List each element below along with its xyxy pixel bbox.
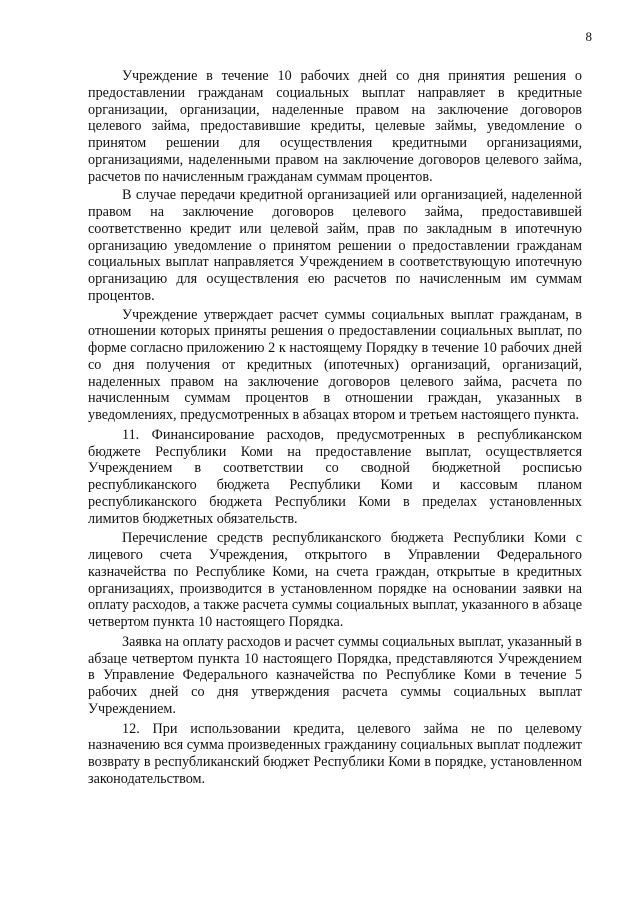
page-number: 8 xyxy=(585,29,592,44)
paragraph-payment-request: Заявка на оплату расходов и расчет суммы социальных выплат, указанный в абзаце четвертом пункта 10 настоящего Порядка, представляются Учреждением в Управление Федерального казначейства по Республике Коми в течение 5 рабочих дней со дня утверждения расчета суммы социальных выплат Учреждением. xyxy=(88,633,582,717)
paragraph-calculation-approval: Учреждение утверждает расчет суммы социальных выплат гражданам, в отношении которых приняты решения о предоставлении социальных выплат, по форме согласно приложению 2 к настоящему Порядку в течение 10 рабочих дней со дня получения от кредитных (ипотечных) организаций, организаций, наделенных правом на заключение договоров целевого займа, расчета по начисленным суммам процентов в отношении граждан, указанных в уведомлениях, предусмотренных в абзацах втором и третьем настоящего пункта. xyxy=(88,306,582,423)
paragraph-item-12-misuse: 12. При использовании кредита, целевого займа не по целевому назначению вся сумма произведенных гражданину социальных выплат подлежит возврату в республиканский бюджет Республики Коми в порядке, установленном законодательством. xyxy=(88,720,582,787)
paragraph-item-11-financing: 11. Финансирование расходов, предусмотренных в республиканском бюджете Республики Коми на предоставление выплат, осуществляется Учреждением в соответствии со сводной бюджетной росписью республиканского бюджета Республики Коми и кассовым планом республиканского бюджета Республики Коми в пределах установленных лимитов бюджетных обязательств. xyxy=(88,426,582,527)
document-body xyxy=(88,68,582,788)
paragraph-mortgage-transfer: В случае передачи кредитной организацией или организацией, наделенной правом на заключение договоров целевого займа, предоставившей соответственно кредит или целевой займ, прав по закладным в ипотечную организацию уведомление о принятом решении о предоставлении гражданам социальных выплат направляется Учреждением в соответствующую ипотечную организацию для осуществления ею расчетов по начисленным им суммам процентов. xyxy=(88,187,582,304)
paragraph-funds-transfer: Перечисление средств республиканского бюджета Республики Коми с лицевого счета Учреждения, открытого в Управлении Федерального казначейства по Республике Коми, на счета граждан, открытые в кредитных организациях, производится в установленном порядке на основании заявки на оплату расходов, а также расчета суммы социальных выплат, указанного в абзаце четвертом пункта 10 настоящего Порядка. xyxy=(88,530,582,630)
paragraph-notification: Учреждение в течение 10 рабочих дней со дня принятия решения о предоставлении гражданам социальных выплат направляет в кредитные организации, организации, наделенные правом на заключение договоров целевого займа, предоставившие кредиты, целевые займы, уведомление о принятом решении для осуществления кредитными организациями, организациями, наделенными правом на заключение договоров целевого займа, расчетов по начисленным гражданам суммам процентов. xyxy=(88,68,582,185)
